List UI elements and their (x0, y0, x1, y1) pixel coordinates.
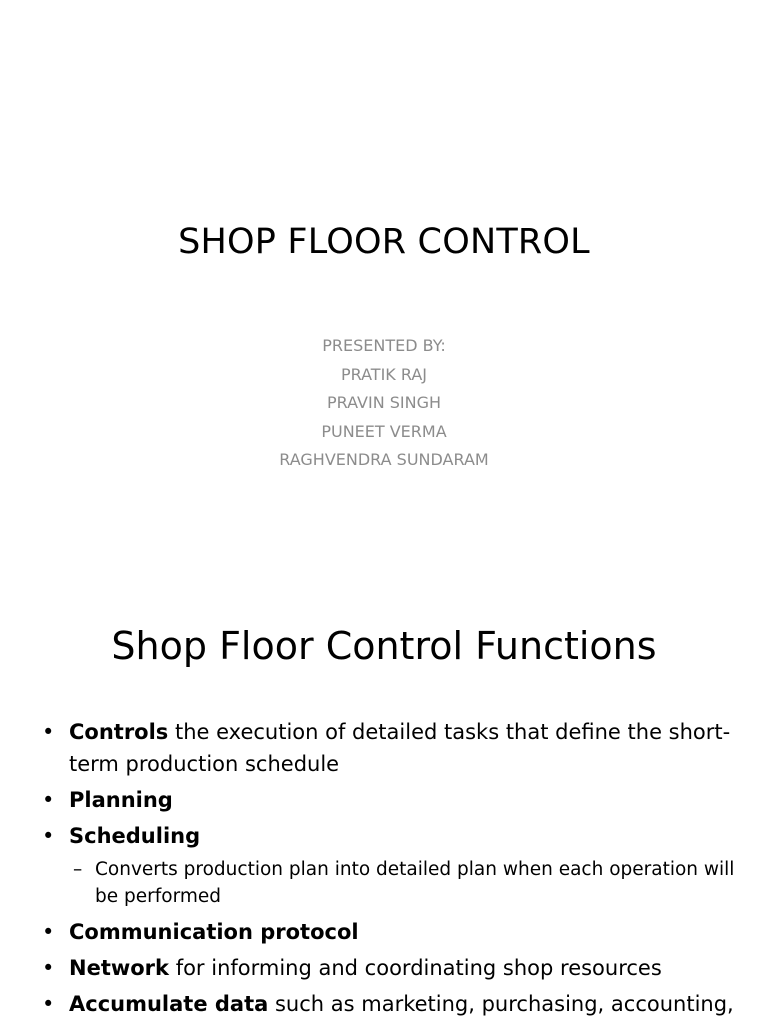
presented-by-label: PRESENTED BY: (322, 336, 446, 355)
presenter-name: RAGHVENDRA SUNDARAM (279, 450, 489, 470)
list-item (40, 820, 740, 852)
list-item (40, 952, 740, 984)
bullet-icon: • (42, 720, 55, 744)
sub-list-item (40, 856, 740, 910)
presenter-name: PUNEET VERMA (321, 421, 447, 441)
bullet-icon: • (42, 788, 55, 812)
bullet-text: for informing and coordinating shop resources (169, 956, 662, 980)
bullet-icon: • (42, 956, 55, 980)
functions-slide (0, 576, 768, 1024)
bullet-keyword: Accumulate data (69, 992, 269, 1016)
bullet-keyword: Communication protocol (69, 920, 359, 944)
bullet-keyword: Planning (69, 788, 173, 812)
presenters-block (0, 332, 768, 475)
bullet-text: the execution of detailed tasks that define the short-term production schedule (69, 720, 731, 776)
bullet-icon: • (42, 920, 55, 944)
presenter-name: PRATIK RAJ (340, 364, 428, 384)
bullet-text: such as marketing, purchasing, accounting, (268, 992, 734, 1016)
list-item (40, 784, 740, 816)
dash-icon: – (73, 859, 83, 880)
list-item (40, 716, 740, 780)
presenter-name: PRAVIN SINGH (326, 393, 442, 413)
slide-title: Shop Floor Control Functions (111, 624, 657, 668)
sub-bullet-text: Converts production plan into detailed plan when each operation will be performed (95, 859, 735, 907)
bullet-keyword: Network (69, 956, 170, 980)
bullet-keyword: Controls (69, 720, 169, 744)
slide-title: SHOP FLOOR CONTROL (178, 222, 590, 262)
list-item (40, 988, 740, 1020)
list-item (40, 916, 740, 948)
bullet-list (40, 716, 740, 1024)
bullet-keyword: Scheduling (69, 824, 201, 848)
bullet-icon: • (42, 992, 55, 1016)
bullet-icon: • (42, 824, 55, 848)
